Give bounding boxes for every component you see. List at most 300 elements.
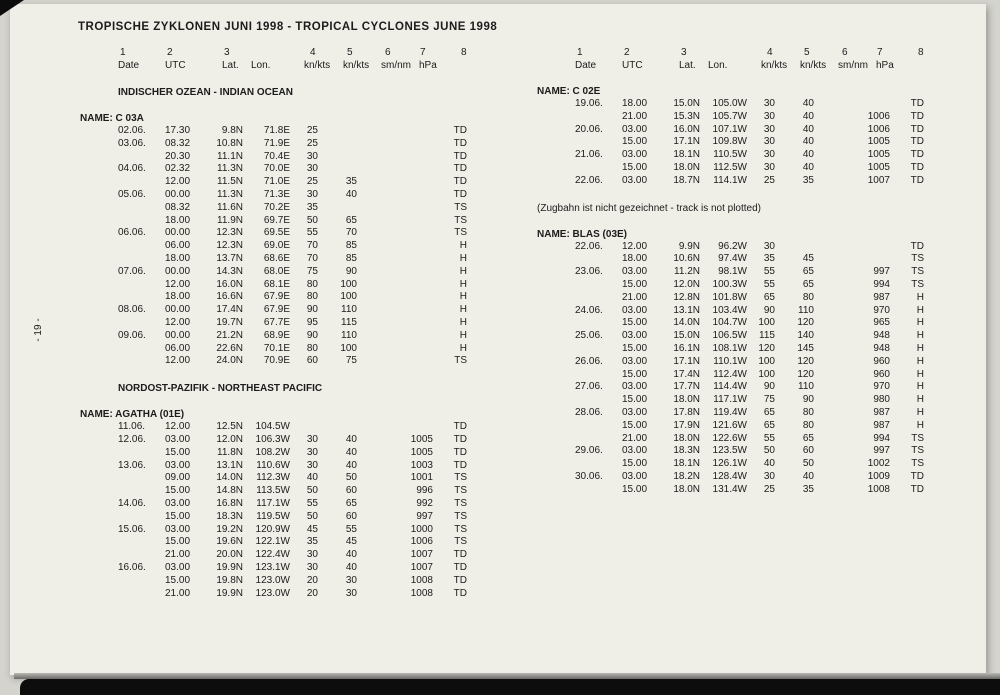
class-cell: H [916,342,924,354]
lat-cell: 22.6N [216,342,243,354]
utc-cell: 15.00 [165,446,191,458]
wind-kn-cell: 35 [306,536,318,548]
storm-name: NAME: BLAS (03E) [537,228,628,240]
class-cell: H [459,278,467,290]
utc-cell: 15.00 [165,510,191,522]
lon-cell: 119.4W [713,406,747,418]
date-cell: 23.06. [575,266,603,278]
wind-kts-cell: 40 [802,161,814,173]
wind-kn-cell: 50 [306,510,318,522]
track-data-row [118,176,480,189]
track-data-row [575,471,937,484]
track-data-row [575,343,937,356]
class-cell: TS [911,266,924,278]
utc-cell: 15.00 [622,419,648,431]
utc-cell: 15.00 [622,136,648,148]
class-cell: TD [910,98,924,109]
track-data-row [118,355,480,368]
wind-kts-cell: 70 [345,227,357,239]
lat-cell: 13.7N [216,252,243,264]
column-label: Date [575,60,597,71]
track-data-row [118,266,480,279]
date-cell: 12.06. [118,433,146,445]
utc-cell: 15.00 [622,161,648,173]
lon-cell: 106.5W [712,330,747,342]
wind-kn-cell: 30 [306,150,318,162]
wind-kn-cell: 90 [306,304,318,316]
track-data-row [118,253,480,266]
hpa-cell: 1005 [410,433,433,445]
wind-kn-cell: 120 [758,342,775,354]
class-cell: H [459,291,467,303]
column-number: 2 [167,47,173,58]
lon-cell: 70.0E [263,163,290,175]
class-cell: TS [454,485,467,497]
wind-kts-cell: 40 [345,188,357,200]
wind-kn-cell: 30 [763,240,775,252]
wind-kts-cell: 65 [345,497,357,509]
date-cell: 14.06. [118,497,146,509]
lat-cell: 11.3N [217,188,243,200]
storm-name: NAME: C 03A [80,113,144,124]
column-number: 5 [804,47,810,58]
utc-cell: 03.00 [622,149,648,161]
wind-kn-cell: 50 [306,214,318,226]
wind-kts-cell: 120 [797,355,814,367]
class-cell: TS [911,278,924,290]
utc-cell: 18.00 [165,214,191,226]
lat-cell: 18.1N [673,458,700,470]
utc-cell: 21.00 [165,587,191,599]
hpa-cell: 970 [873,381,890,393]
wind-kn-cell: 25 [306,137,318,149]
track-data-row [118,215,480,228]
ocean-section [80,382,480,600]
wind-kn-cell: 30 [763,98,775,109]
lat-cell: 16.1N [673,342,700,354]
utc-cell: 00.00 [165,304,191,316]
wind-kts-cell: 110 [341,304,357,316]
class-cell: H [916,381,924,393]
class-cell: H [916,291,924,303]
track-data-row [118,163,480,176]
class-cell: TS [911,432,924,444]
wind-kn-cell: 80 [306,278,318,290]
class-cell: H [459,304,467,316]
lat-cell: 12.8N [673,291,700,303]
class-cell: TD [453,163,467,175]
utc-cell: 00.00 [165,227,191,239]
track-data-row [575,445,937,458]
utc-cell: 12.00 [165,278,191,290]
lon-cell: 108.2W [255,446,290,458]
wind-kts-cell: 100 [340,291,357,303]
utc-cell: 03.00 [165,523,191,535]
hpa-cell: 970 [873,304,890,316]
lat-cell: 16.0N [216,278,243,290]
wind-kn-cell: 30 [306,163,318,175]
track-data-row [575,407,937,420]
lat-cell: 17.8N [673,406,700,418]
class-cell: TD [910,483,924,495]
utc-cell: 03.00 [622,470,648,482]
track-data-row [118,317,480,330]
track-data-row [575,149,937,162]
lat-cell: 10.8N [216,137,243,149]
lon-cell: 122.1W [255,536,290,548]
wind-kn-cell: 25 [763,483,775,495]
left-table-column [80,46,480,600]
lon-cell: 117.1W [713,394,747,406]
lon-cell: 128.4W [712,470,747,482]
wind-kts-cell: 65 [802,278,814,290]
lat-cell: 19.8N [216,574,243,586]
wind-kn-cell: 55 [763,278,775,290]
wind-kts-cell: 45 [345,536,357,548]
lon-cell: 113.5W [256,485,290,497]
hpa-cell: 992 [416,497,433,509]
lat-cell: 14.0N [673,317,700,329]
lat-cell: 15.3N [673,110,700,122]
class-cell: TS [454,227,467,239]
column-label: kn/kts [304,60,331,71]
date-cell: 26.06. [575,355,603,367]
class-cell: TD [453,587,467,599]
class-cell: TD [453,176,467,188]
track-data-row [575,317,937,330]
right-table-column [537,46,937,497]
hpa-cell: 980 [873,394,890,406]
lat-cell: 18.1N [673,149,700,161]
class-cell: H [916,368,924,380]
track-data-row [118,343,480,356]
wind-kts-cell: 35 [802,483,814,495]
date-cell: 15.06. [118,523,146,535]
date-cell: 27.06. [575,381,603,393]
wind-kts-cell: 120 [797,317,814,329]
track-data-row [118,460,480,473]
class-cell: TS [454,355,467,367]
column-number: 7 [420,47,426,58]
lat-cell: 9.9N [678,240,700,252]
lon-cell: 67.9E [263,291,290,303]
utc-cell: 03.00 [165,433,191,445]
wind-kts-cell: 60 [345,510,357,522]
track-data-row [575,381,937,394]
lon-cell: 104.5W [255,421,290,433]
wind-kts-cell: 40 [345,446,357,458]
track-data-row [575,292,937,305]
class-cell: TD [910,161,924,173]
track-data-row [118,189,480,202]
utc-cell: 03.00 [622,381,648,393]
class-cell: H [459,240,467,252]
wind-kts-cell: 45 [802,253,814,265]
hpa-cell: 960 [873,368,890,380]
class-cell: TD [910,123,924,135]
wind-kts-cell: 50 [345,472,357,484]
column-number: 8 [461,47,467,58]
wind-kts-cell: 110 [798,381,814,393]
utc-cell: 15.00 [165,485,191,497]
lon-cell: 69.5E [263,227,290,239]
utc-cell: 12.00 [622,240,648,252]
date-cell: 04.06. [118,163,146,175]
column-labels-row [575,59,937,72]
wind-kts-cell: 100 [340,278,357,290]
lat-cell: 18.0N [673,161,700,173]
track-data-row [575,136,937,149]
ocean-section [537,85,937,497]
hpa-cell: 987 [873,291,890,303]
class-cell: H [916,406,924,418]
date-cell: 02.06. [118,125,146,136]
lon-cell: 110.6W [256,459,290,471]
track-data-row [575,356,937,369]
track-data-row [575,111,937,124]
wind-kn-cell: 30 [306,188,318,200]
wind-kts-cell: 115 [341,316,357,328]
hpa-cell: 1005 [867,161,890,173]
wind-kn-cell: 30 [306,459,318,471]
utc-cell: 03.00 [622,406,648,418]
track-data-row [575,433,937,446]
wind-kts-cell: 90 [345,265,357,277]
hpa-cell: 994 [873,432,890,444]
class-cell: TD [910,136,924,148]
hpa-cell: 1006 [410,536,433,548]
utc-cell: 21.00 [165,549,191,561]
wind-kts-cell: 35 [802,174,814,186]
lon-cell: 69.7E [263,214,290,226]
utc-cell: 15.00 [165,536,191,548]
wind-kts-cell: 60 [802,445,814,457]
lat-cell: 12.0N [673,278,700,290]
lat-cell: 11.8N [217,446,243,458]
column-label: kn/kts [800,60,827,71]
lon-cell: 67.9E [263,304,290,316]
lon-cell: 110.5W [713,149,747,161]
utc-cell: 08.32 [165,201,191,213]
wind-kn-cell: 25 [306,125,318,136]
class-cell: TD [910,470,924,482]
wind-kn-cell: 30 [306,549,318,561]
class-cell: TD [453,561,467,573]
utc-cell: 09.00 [165,472,191,484]
class-cell: H [916,304,924,316]
track-data-row [118,227,480,240]
lat-cell: 17.1N [673,136,700,148]
lat-cell: 13.1N [216,459,243,471]
lon-cell: 96.2W [718,240,747,252]
wind-kts-cell: 60 [345,485,357,497]
lat-cell: 16.8N [216,497,243,509]
column-label: Lon. [708,60,728,71]
lat-cell: 17.4N [673,368,700,380]
lat-cell: 12.3N [216,240,243,252]
utc-cell: 12.00 [165,176,191,188]
utc-cell: 15.00 [622,368,648,380]
wind-kn-cell: 30 [763,470,775,482]
wind-kn-cell: 30 [763,149,775,161]
lon-cell: 104.7W [712,317,747,329]
wind-kn-cell: 80 [306,342,318,354]
utc-cell: 17.30 [165,125,191,136]
wind-kts-cell: 55 [345,523,357,535]
lon-cell: 71.0E [263,176,290,188]
wind-kn-cell: 25 [306,176,318,188]
wind-kts-cell: 40 [802,136,814,148]
lon-cell: 107.1W [712,123,747,135]
lon-cell: 122.4W [255,549,290,561]
track-data-row [575,162,937,175]
track-data-row [118,498,480,511]
date-cell: 16.06. [118,561,146,573]
lat-cell: 13.1N [673,304,700,316]
lon-cell: 68.0E [263,265,290,277]
lat-cell: 15.0N [673,98,700,109]
date-cell: 24.06. [575,304,603,316]
track-data-row [118,536,480,549]
lon-cell: 105.0W [712,98,747,109]
wind-kts-cell: 65 [345,214,357,226]
column-label: Lon. [251,60,271,71]
utc-cell: 06.00 [165,240,191,252]
lon-cell: 103.4W [712,304,747,316]
column-number: 3 [224,47,230,58]
lon-cell: 122.6W [712,432,747,444]
date-cell: 09.06. [118,329,146,341]
hpa-cell: 948 [873,330,890,342]
column-label: Lat. [679,60,696,71]
lon-cell: 117.1W [256,497,290,509]
class-cell: TD [453,549,467,561]
wind-kn-cell: 20 [306,574,318,586]
wind-kn-cell: 20 [306,587,318,599]
utc-cell: 03.00 [165,561,191,573]
date-cell: 03.06. [118,137,146,149]
class-cell: TD [910,110,924,122]
utc-cell: 06.00 [165,342,191,354]
utc-cell: 03.00 [622,266,648,278]
track-data-row [575,98,937,111]
track-data-row [118,434,480,447]
lat-cell: 12.5N [216,421,243,433]
utc-cell: 15.00 [622,342,648,354]
lon-cell: 114.1W [713,174,747,186]
page-title: TROPISCHE ZYKLONEN JUNI 1998 - TROPICAL CYCLONES JUNE 1998 [78,21,498,33]
class-cell: H [916,419,924,431]
page-number: - 19 - [33,318,44,342]
track-not-plotted-note: (Zugbahn ist nicht gezeichnet - track is not plotted) [537,202,762,214]
hpa-cell: 987 [873,406,890,418]
ocean-section [80,86,480,368]
lat-cell: 9.8N [221,125,243,136]
utc-cell: 15.00 [622,483,648,495]
track-data-row [118,562,480,575]
date-cell: 28.06. [575,406,603,418]
track-data-row [575,458,937,471]
wind-kn-cell: 100 [758,355,775,367]
wind-kts-cell: 50 [802,458,814,470]
wind-kn-cell: 25 [763,174,775,186]
lat-cell: 17.1N [673,355,700,367]
class-cell: TS [911,458,924,470]
track-data-row [575,253,937,266]
lon-cell: 123.5W [712,445,747,457]
lat-cell: 18.0N [673,432,700,444]
column-label: kn/kts [761,60,788,71]
hpa-cell: 1009 [867,470,890,482]
wind-kts-cell: 30 [345,574,357,586]
track-data-row [575,266,937,279]
date-cell: 29.06. [575,445,603,457]
wind-kts-cell: 140 [797,330,814,342]
wind-kn-cell: 70 [306,252,318,264]
column-number: 6 [842,47,848,58]
lat-cell: 19.9N [216,587,243,599]
track-data-row [118,138,480,151]
storm-name: NAME: AGATHA (01E) [80,409,185,421]
hpa-cell: 965 [873,317,890,329]
wind-kn-cell: 65 [763,406,775,418]
wind-kn-cell: 115 [759,330,775,342]
wind-kn-cell: 30 [306,446,318,458]
class-cell: H [459,265,467,277]
column-label: UTC [165,60,186,71]
lon-cell: 110.1W [713,355,747,367]
hpa-cell: 960 [873,355,890,367]
lat-cell: 17.7N [673,381,700,393]
utc-cell: 12.00 [165,316,191,328]
class-cell: TD [910,240,924,252]
lat-cell: 14.0N [216,472,243,484]
track-data-row [575,175,937,188]
track-data-row [575,241,937,254]
lon-cell: 69.0E [263,240,290,252]
track-data-row [118,524,480,537]
lat-cell: 11.6N [217,201,243,213]
column-number: 6 [385,47,391,58]
lon-cell: 70.9E [263,355,290,367]
lat-cell: 16.0N [673,123,700,135]
lat-cell: 20.0N [216,549,243,561]
class-cell: TD [453,459,467,471]
lon-cell: 112.5W [713,161,747,173]
track-data-row [118,304,480,317]
lat-cell: 17.4N [216,304,243,316]
class-cell: TD [453,137,467,149]
lon-cell: 101.8W [712,291,747,303]
track-data-row [118,291,480,304]
column-numbers-row [118,46,480,59]
hpa-cell: 1007 [410,549,433,561]
wind-kts-cell: 40 [345,433,357,445]
hpa-cell: 994 [873,278,890,290]
wind-kts-cell: 40 [802,98,814,109]
lon-cell: 109.8W [712,136,747,148]
hpa-cell: 987 [873,419,890,431]
wind-kn-cell: 30 [763,110,775,122]
date-cell: 21.06. [575,149,603,161]
wind-kts-cell: 120 [797,368,814,380]
wind-kn-cell: 55 [306,227,318,239]
wind-kts-cell: 65 [802,432,814,444]
wind-kts-cell: 40 [802,470,814,482]
column-number: 7 [877,47,883,58]
class-cell: H [459,252,467,264]
hpa-cell: 1005 [867,149,890,161]
